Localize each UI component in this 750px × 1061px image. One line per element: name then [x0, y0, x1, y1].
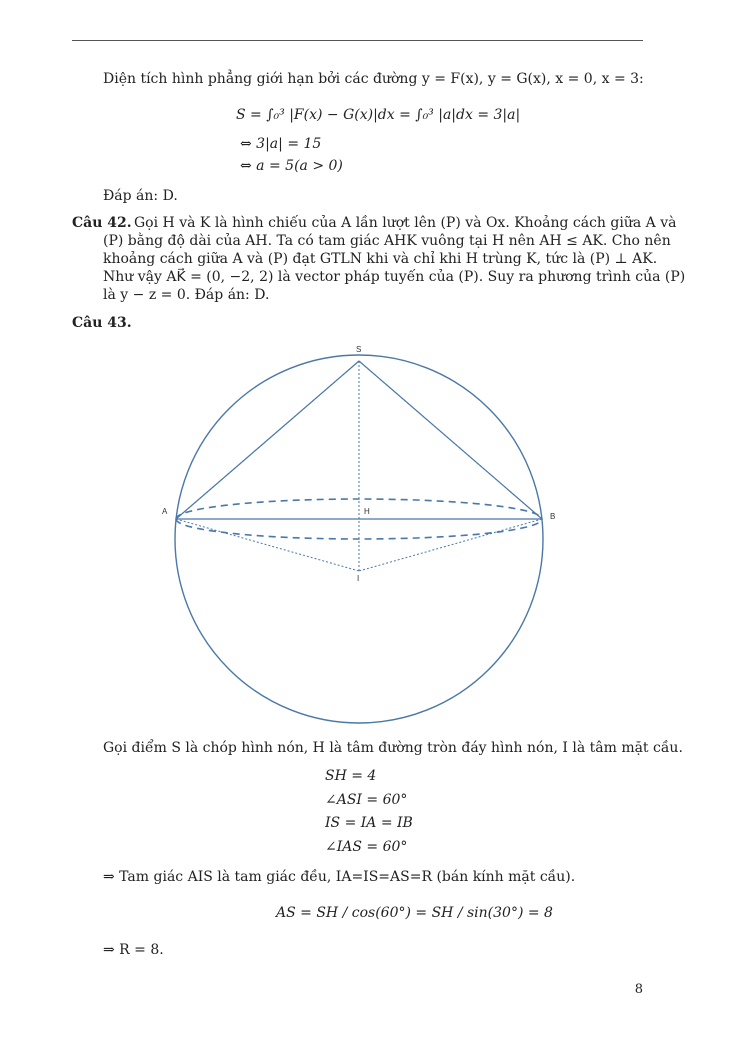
area-intro-line: Diện tích hình phẳng giới hạn bởi các đường y = F(x), y = G(x), x = 0, x = 3: — [103, 71, 644, 87]
page-number: 8 — [634, 982, 643, 997]
label-I: I — [357, 574, 360, 583]
question-42-line-1: Gọi H và K là hình chiếu của A lần lượt lên (P) và Ox. Khoảng cách giữa A và — [134, 215, 677, 231]
question-42-line-5: là y − z = 0. Đáp án: D. — [103, 287, 270, 303]
label-B: B — [550, 512, 556, 521]
question-42-line-2: (P) bằng độ dài của AH. Ta có tam giác AHK vuông tại H nên AH ≤ AK. Cho nên — [103, 233, 671, 249]
fact-angle-IAS: ∠IAS = 60° — [325, 839, 408, 855]
question-42-label: Câu 42. — [72, 215, 132, 231]
fact-IS-IA-IB: IS = IA = IB — [325, 815, 413, 831]
fact-SH: SH = 4 — [325, 768, 377, 784]
question-42-line-3: khoảng cách giữa A và (P) đạt GTLN khi và chỉ khi H trùng K, tức là (P) ⊥ AK. — [103, 251, 658, 267]
label-H: H — [364, 507, 370, 516]
label-S: S — [356, 345, 362, 354]
integral-equation: S = ∫₀³ |F(x) − G(x)|dx = ∫₀³ |a|dx = 3|a| — [236, 107, 521, 123]
segment-AI — [176, 519, 359, 571]
equilateral-conclusion: ⇒ Tam giác AIS là tam giác đều, IA=IS=AS=R (bán kính mặt cầu). — [103, 869, 576, 885]
header-rule — [72, 40, 643, 41]
sphere-cone-figure — [150, 340, 570, 730]
question-42-line-4: Như vậy AK⃗ = (0, −2, 2) là vector pháp tuyến của (P). Suy ra phương trình của (P) — [103, 269, 686, 285]
equation-step-2: ⇔ a = 5(a > 0) — [240, 158, 343, 174]
label-A: A — [162, 507, 168, 516]
segment-BI — [359, 519, 542, 571]
definition-paragraph: Gọi điểm S là chóp hình nón, H là tâm đường tròn đáy hình nón, I là tâm mặt cầu. — [103, 740, 683, 756]
fact-angle-ASI: ∠ASI = 60° — [325, 792, 408, 808]
question-43-label: Câu 43. — [72, 315, 132, 331]
radius-result: ⇒ R = 8. — [103, 942, 164, 958]
AS-equation: AS = SH / cos(60°) = SH / sin(30°) = 8 — [276, 905, 553, 921]
answer-41: Đáp án: D. — [103, 188, 178, 204]
equation-step-1: ⇔ 3|a| = 15 — [240, 136, 322, 152]
